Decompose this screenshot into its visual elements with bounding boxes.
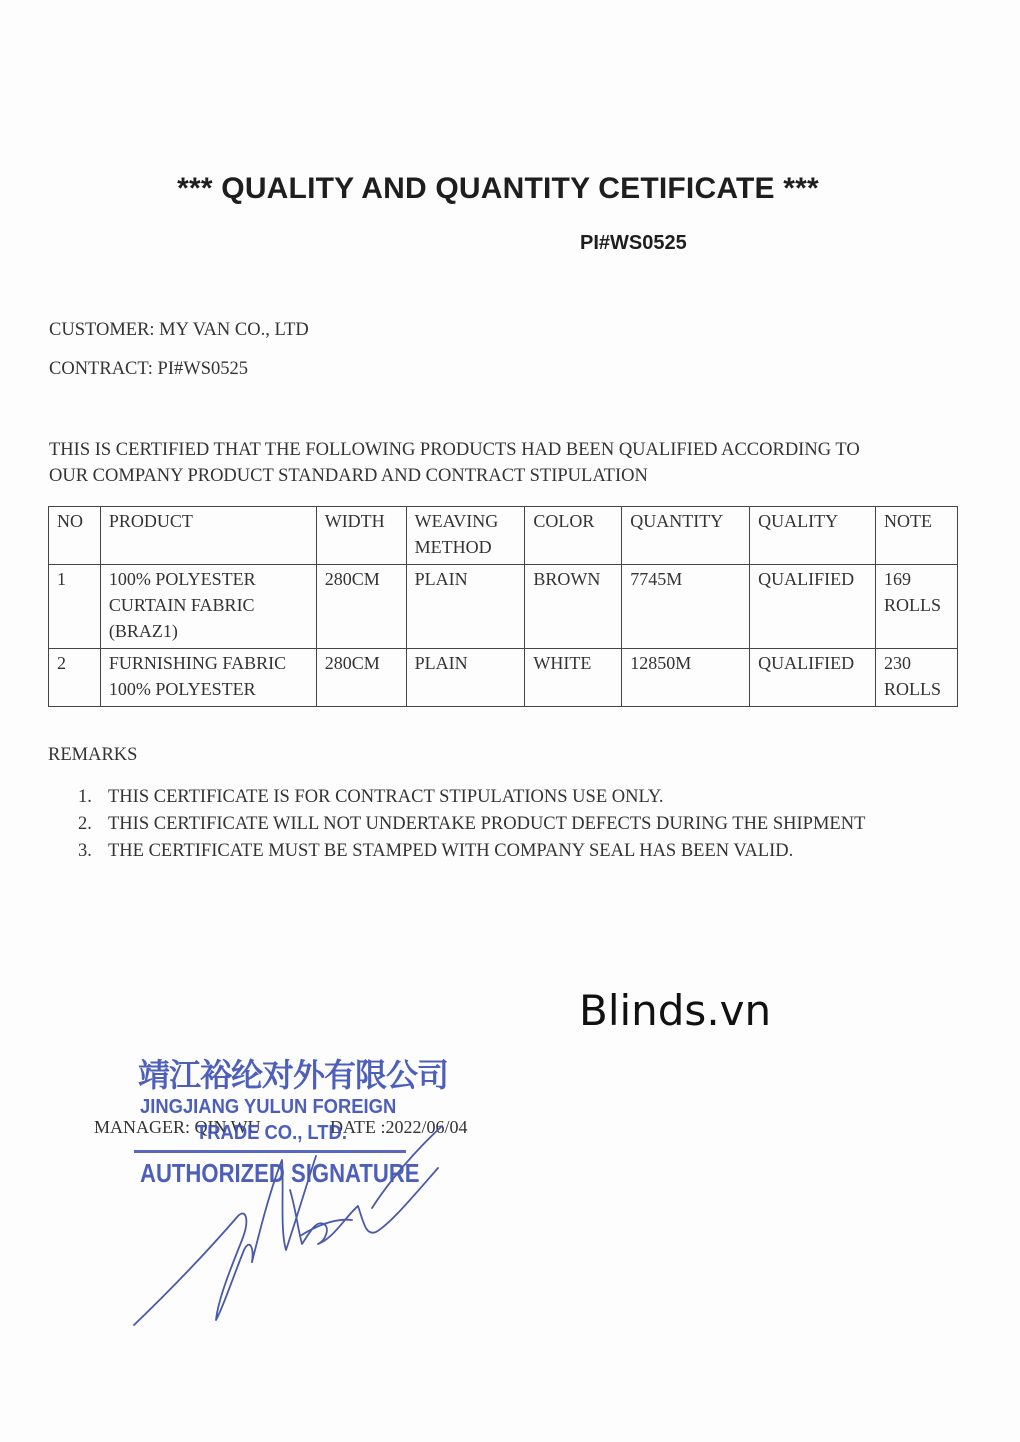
header-quantity: QUANTITY <box>622 507 750 565</box>
stamp-company-name-line-1: JINGJIANG YULUN FOREIGN <box>140 1096 397 1118</box>
remark-item <box>78 811 865 838</box>
brand-watermark: Blinds.vn <box>579 986 772 1035</box>
cell-color: WHITE <box>525 649 622 707</box>
stamp-company-name-line-2: TRADE CO., LTD. <box>196 1122 347 1144</box>
products-table <box>48 506 958 707</box>
certification-statement-line-2: OUR COMPANY PRODUCT STANDARD AND CONTRACT STIPULATION <box>49 466 648 486</box>
cell-weaving-method: PLAIN <box>406 565 525 649</box>
stamp-chinese-name: 靖江裕纶对外有限公司 <box>138 1056 449 1094</box>
issue-date: DATE :2022/06/04 <box>330 1117 468 1137</box>
handwritten-signature-icon <box>120 1120 460 1340</box>
cell-quantity: 7745M <box>622 565 750 649</box>
remarks-title: REMARKS <box>48 745 138 765</box>
header-quality: QUALITY <box>750 507 876 565</box>
header-product: PRODUCT <box>100 507 316 565</box>
remark-number: 1. <box>78 787 92 807</box>
stamp-authorized-signature: AUTHORIZED SIGNATURE <box>140 1158 420 1188</box>
table-row <box>49 565 958 649</box>
header-weaving-method: WEAVING METHOD <box>406 507 525 565</box>
header-note: NOTE <box>875 507 957 565</box>
remark-text: THIS CERTIFICATE IS FOR CONTRACT STIPULATIONS USE ONLY. <box>108 787 664 807</box>
remark-text: THE CERTIFICATE MUST BE STAMPED WITH COMPANY SEAL HAS BEEN VALID. <box>108 841 794 861</box>
remark-text: THIS CERTIFICATE WILL NOT UNDERTAKE PRODUCT DEFECTS DURING THE SHIPMENT <box>108 814 866 834</box>
cell-no: 1 <box>49 565 101 649</box>
header-width: WIDTH <box>316 507 406 565</box>
cell-note: 230 ROLLS <box>875 649 957 707</box>
remarks-list <box>78 784 865 865</box>
certification-statement-line-1: THIS IS CERTIFIED THAT THE FOLLOWING PRODUCTS HAD BEEN QUALIFIED ACCORDING TO <box>49 440 860 460</box>
cell-quality: QUALIFIED <box>750 649 876 707</box>
remark-item <box>78 838 865 865</box>
cell-product: FURNISHING FABRIC 100% POLYESTER <box>100 649 316 707</box>
remark-item <box>78 784 865 811</box>
cell-weaving-method: PLAIN <box>406 649 525 707</box>
manager-name: MANAGER: QIN WU <box>94 1117 261 1137</box>
cell-width: 280CM <box>316 565 406 649</box>
remark-number: 3. <box>78 841 92 861</box>
header-no: NO <box>49 507 101 565</box>
remark-number: 2. <box>78 814 92 834</box>
cell-product: 100% POLYESTER CURTAIN FABRIC (BRAZ1) <box>100 565 316 649</box>
table-row <box>49 649 958 707</box>
table-header-row <box>49 507 958 565</box>
document-title: *** QUALITY AND QUANTITY CETIFICATE *** <box>177 172 819 205</box>
customer-line: CUSTOMER: MY VAN CO., LTD <box>49 320 309 340</box>
cell-quantity: 12850M <box>622 649 750 707</box>
contract-line: CONTRACT: PI#WS0525 <box>49 359 248 379</box>
header-color: COLOR <box>525 507 622 565</box>
cell-no: 2 <box>49 649 101 707</box>
cell-note: 169 ROLLS <box>875 565 957 649</box>
cell-quality: QUALIFIED <box>750 565 876 649</box>
pi-number: PI#WS0525 <box>580 232 687 254</box>
cell-width: 280CM <box>316 649 406 707</box>
cell-color: BROWN <box>525 565 622 649</box>
